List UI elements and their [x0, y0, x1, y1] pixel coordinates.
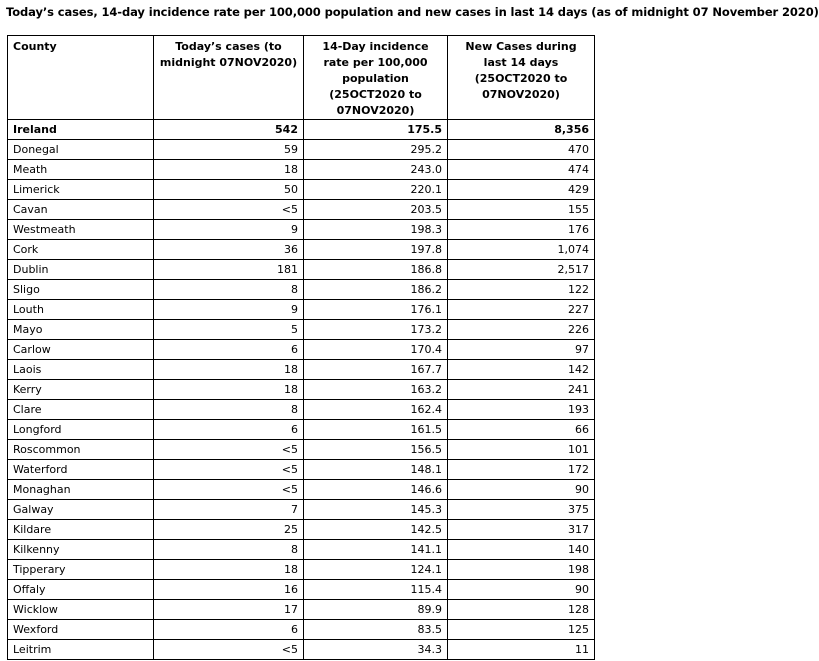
incidence-rate-cell: 295.2 [304, 140, 448, 160]
table-header-row [8, 36, 595, 120]
county-cell: Offaly [8, 580, 154, 600]
todays-cases-cell: 8 [154, 540, 304, 560]
new-cases-cell: 227 [448, 300, 595, 320]
new-cases-cell: 226 [448, 320, 595, 340]
todays-cases-cell: 18 [154, 360, 304, 380]
incidence-rate-cell: 34.3 [304, 640, 448, 660]
new-cases-cell: 125 [448, 620, 595, 640]
todays-cases-cell: 25 [154, 520, 304, 540]
new-cases-cell: 1,074 [448, 240, 595, 260]
incidence-rate-cell: 124.1 [304, 560, 448, 580]
todays-cases-cell: 16 [154, 580, 304, 600]
todays-cases-cell: 5 [154, 320, 304, 340]
table-row [8, 580, 595, 600]
todays-cases-cell: 18 [154, 380, 304, 400]
todays-cases-cell: 7 [154, 500, 304, 520]
todays-cases-cell: 59 [154, 140, 304, 160]
new-cases-cell: 122 [448, 280, 595, 300]
county-cell: Louth [8, 300, 154, 320]
new-cases-cell: 2,517 [448, 260, 595, 280]
incidence-rate-cell: 145.3 [304, 500, 448, 520]
county-cell: Tipperary [8, 560, 154, 580]
county-cell: Cork [8, 240, 154, 260]
incidence-rate-cell: 220.1 [304, 180, 448, 200]
todays-cases-cell: 9 [154, 300, 304, 320]
table-row [8, 500, 595, 520]
column-header-todays-cases: Today’s cases (to midnight 07NOV2020) [154, 36, 304, 120]
incidence-rate-cell: 115.4 [304, 580, 448, 600]
todays-cases-cell: 50 [154, 180, 304, 200]
new-cases-cell: 198 [448, 560, 595, 580]
new-cases-cell: 172 [448, 460, 595, 480]
table-row [8, 220, 595, 240]
table-row [8, 180, 595, 200]
todays-cases-cell: <5 [154, 480, 304, 500]
todays-cases-cell: <5 [154, 460, 304, 480]
table-row [8, 380, 595, 400]
incidence-rate-cell: 83.5 [304, 620, 448, 640]
todays-cases-cell: 18 [154, 160, 304, 180]
incidence-rate-cell: 197.8 [304, 240, 448, 260]
table-row [8, 620, 595, 640]
table-row [8, 300, 595, 320]
table-row [8, 200, 595, 220]
todays-cases-cell: <5 [154, 440, 304, 460]
county-cell: Monaghan [8, 480, 154, 500]
new-cases-cell: 155 [448, 200, 595, 220]
incidence-rate-cell: 173.2 [304, 320, 448, 340]
county-cell: Laois [8, 360, 154, 380]
table-row [8, 640, 595, 660]
todays-cases-cell: 36 [154, 240, 304, 260]
new-cases-cell: 193 [448, 400, 595, 420]
new-cases-cell: 8,356 [448, 120, 595, 140]
table-row [8, 400, 595, 420]
county-cell: Wexford [8, 620, 154, 640]
new-cases-cell: 142 [448, 360, 595, 380]
county-cell: Sligo [8, 280, 154, 300]
county-cell: Leitrim [8, 640, 154, 660]
table-row-total [8, 120, 595, 140]
incidence-rate-cell: 89.9 [304, 600, 448, 620]
county-cell: Cavan [8, 200, 154, 220]
new-cases-cell: 470 [448, 140, 595, 160]
new-cases-cell: 140 [448, 540, 595, 560]
incidence-rate-cell: 203.5 [304, 200, 448, 220]
column-header-county: County [8, 36, 154, 120]
incidence-rate-cell: 167.7 [304, 360, 448, 380]
table-row [8, 240, 595, 260]
todays-cases-cell: 9 [154, 220, 304, 240]
incidence-rate-cell: 186.2 [304, 280, 448, 300]
table-row [8, 420, 595, 440]
county-cell: Kildare [8, 520, 154, 540]
table-row [8, 560, 595, 580]
new-cases-cell: 241 [448, 380, 595, 400]
todays-cases-cell: 542 [154, 120, 304, 140]
county-cell: Westmeath [8, 220, 154, 240]
table-row [8, 360, 595, 380]
table-row [8, 280, 595, 300]
table-row [8, 320, 595, 340]
todays-cases-cell: 6 [154, 620, 304, 640]
new-cases-cell: 90 [448, 580, 595, 600]
page-title: Today’s cases, 14-day incidence rate per 100,000 population and new cases in last 14 days (as of midnight 07 November 2020) [6, 5, 819, 19]
incidence-rate-cell: 175.5 [304, 120, 448, 140]
todays-cases-cell: 6 [154, 420, 304, 440]
county-cell: Ireland [8, 120, 154, 140]
incidence-rate-cell: 163.2 [304, 380, 448, 400]
new-cases-cell: 474 [448, 160, 595, 180]
county-cell: Roscommon [8, 440, 154, 460]
county-cell: Dublin [8, 260, 154, 280]
new-cases-cell: 375 [448, 500, 595, 520]
todays-cases-cell: 6 [154, 340, 304, 360]
todays-cases-cell: 8 [154, 280, 304, 300]
todays-cases-cell: 18 [154, 560, 304, 580]
table-body [8, 120, 595, 660]
todays-cases-cell: <5 [154, 640, 304, 660]
county-cell: Limerick [8, 180, 154, 200]
todays-cases-cell: <5 [154, 200, 304, 220]
todays-cases-cell: 8 [154, 400, 304, 420]
table-row [8, 600, 595, 620]
new-cases-cell: 90 [448, 480, 595, 500]
column-header-new-cases: New Cases during last 14 days (25OCT2020 to 07NOV2020) [448, 36, 595, 120]
county-cell: Galway [8, 500, 154, 520]
table-row [8, 440, 595, 460]
table-row [8, 160, 595, 180]
cases-table [7, 35, 595, 660]
table-row [8, 480, 595, 500]
county-cell: Donegal [8, 140, 154, 160]
column-header-incidence-rate: 14-Day incidence rate per 100,000 population (25OCT2020 to 07NOV2020) [304, 36, 448, 120]
table-row [8, 540, 595, 560]
new-cases-cell: 128 [448, 600, 595, 620]
county-cell: Longford [8, 420, 154, 440]
incidence-rate-cell: 162.4 [304, 400, 448, 420]
new-cases-cell: 101 [448, 440, 595, 460]
incidence-rate-cell: 146.6 [304, 480, 448, 500]
incidence-rate-cell: 198.3 [304, 220, 448, 240]
incidence-rate-cell: 186.8 [304, 260, 448, 280]
incidence-rate-cell: 141.1 [304, 540, 448, 560]
new-cases-cell: 66 [448, 420, 595, 440]
incidence-rate-cell: 243.0 [304, 160, 448, 180]
todays-cases-cell: 17 [154, 600, 304, 620]
county-cell: Meath [8, 160, 154, 180]
incidence-rate-cell: 148.1 [304, 460, 448, 480]
county-cell: Wicklow [8, 600, 154, 620]
table-row [8, 340, 595, 360]
county-cell: Carlow [8, 340, 154, 360]
new-cases-cell: 176 [448, 220, 595, 240]
table-row [8, 140, 595, 160]
incidence-rate-cell: 142.5 [304, 520, 448, 540]
incidence-rate-cell: 161.5 [304, 420, 448, 440]
county-cell: Kilkenny [8, 540, 154, 560]
county-cell: Mayo [8, 320, 154, 340]
new-cases-cell: 97 [448, 340, 595, 360]
incidence-rate-cell: 156.5 [304, 440, 448, 460]
table-row [8, 460, 595, 480]
incidence-rate-cell: 176.1 [304, 300, 448, 320]
new-cases-cell: 11 [448, 640, 595, 660]
county-cell: Kerry [8, 380, 154, 400]
new-cases-cell: 317 [448, 520, 595, 540]
county-cell: Waterford [8, 460, 154, 480]
table-row [8, 260, 595, 280]
new-cases-cell: 429 [448, 180, 595, 200]
todays-cases-cell: 181 [154, 260, 304, 280]
incidence-rate-cell: 170.4 [304, 340, 448, 360]
table-row [8, 520, 595, 540]
county-cell: Clare [8, 400, 154, 420]
